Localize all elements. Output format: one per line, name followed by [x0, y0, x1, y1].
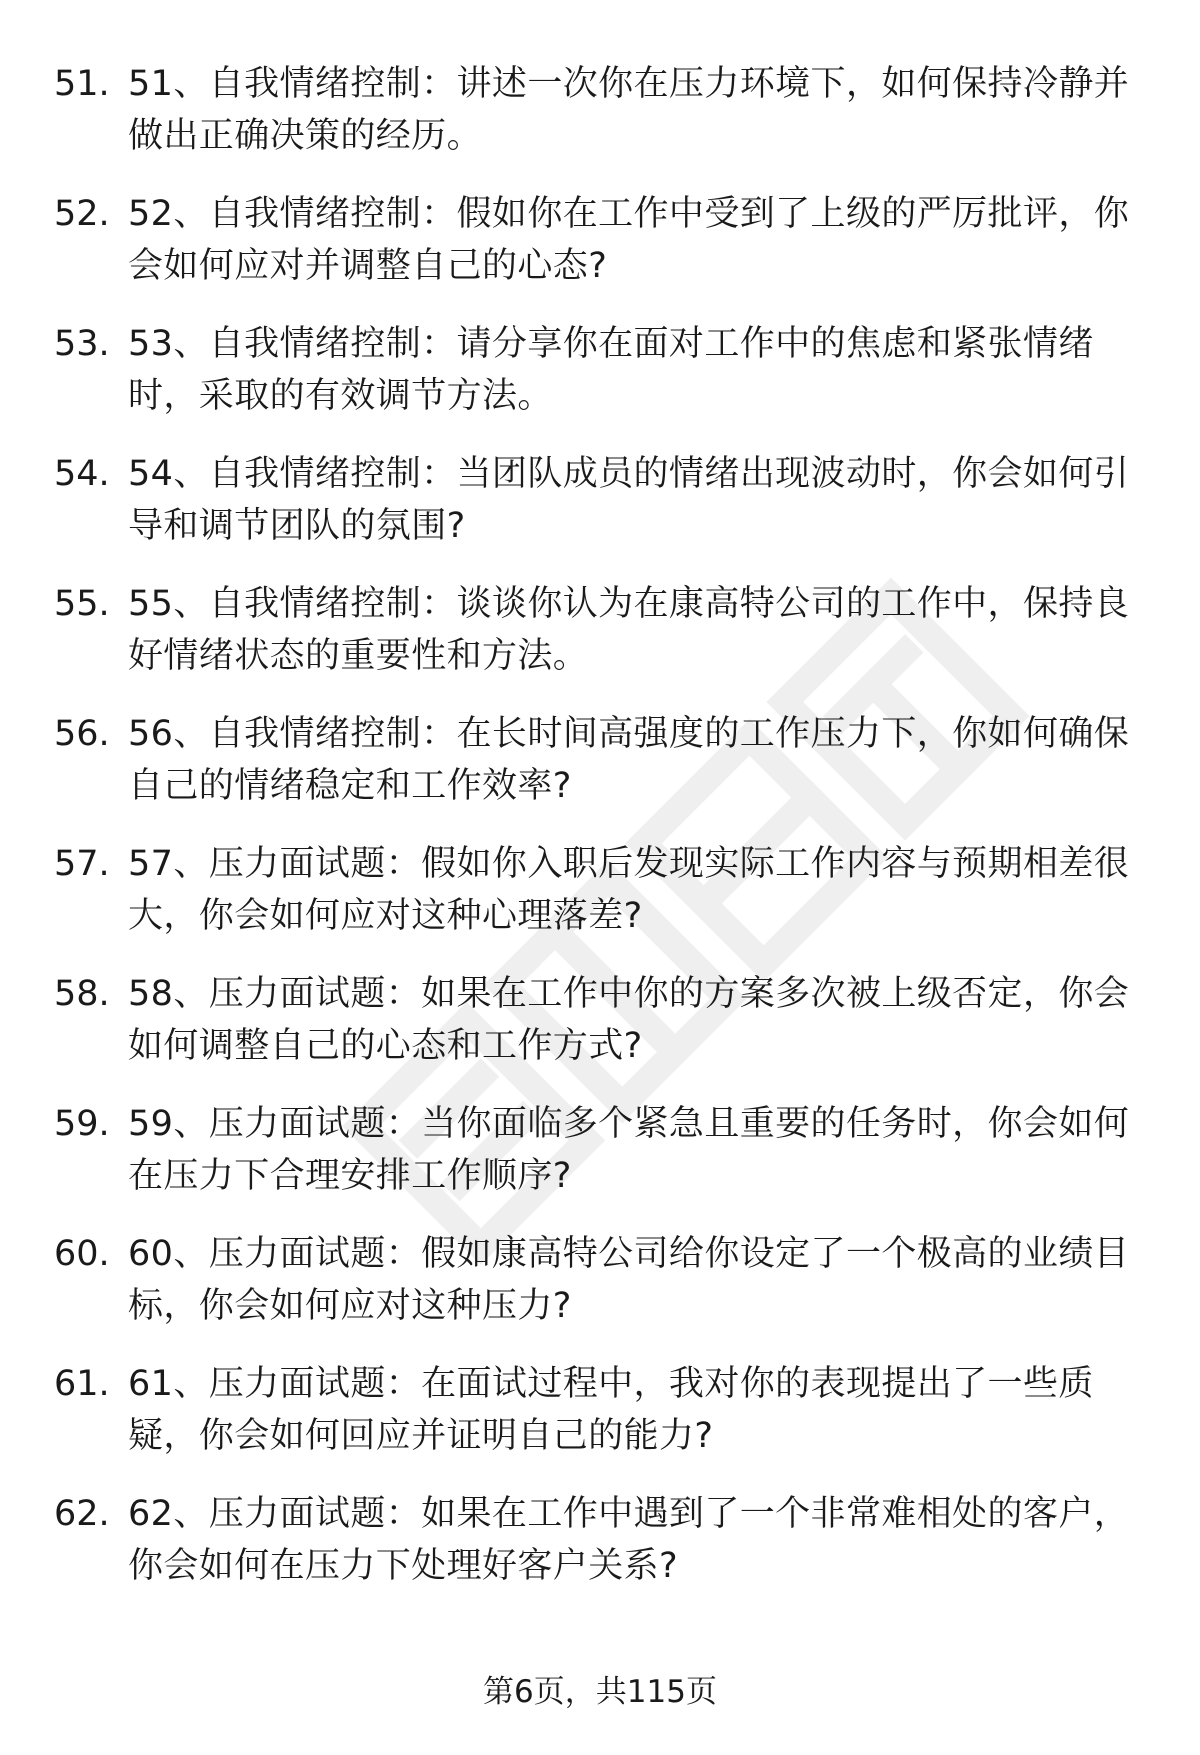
list-item — [0, 838, 1200, 968]
question-number: 58. — [54, 974, 110, 1014]
list-item — [0, 318, 1200, 448]
list-item — [0, 1228, 1200, 1358]
question-text: 55、自我情绪控制：谈谈你认为在康高特公司的工作中，保持良好情绪状态的重要性和方法。 — [128, 584, 1130, 676]
question-text: 58、压力面试题：如果在工作中你的方案多次被上级否定，你会如何调整自己的心态和工作方式? — [128, 974, 1130, 1066]
list-item — [0, 448, 1200, 578]
list-item — [0, 1488, 1200, 1618]
question-list — [0, 58, 1200, 1618]
page-number: 第6页，共115页 — [483, 1674, 717, 1710]
question-text: 54、自我情绪控制：当团队成员的情绪出现波动时，你会如何引导和调节团队的氛围? — [128, 454, 1130, 546]
question-number: 52. — [54, 194, 110, 234]
question-number: 57. — [54, 844, 110, 884]
list-item — [0, 188, 1200, 318]
list-item — [0, 708, 1200, 838]
question-text: 57、压力面试题：假如你入职后发现实际工作内容与预期相差很大，你会如何应对这种心理落差? — [128, 844, 1130, 936]
list-item — [0, 578, 1200, 708]
list-item — [0, 58, 1200, 188]
question-number: 60. — [54, 1234, 110, 1274]
question-number: 62. — [54, 1494, 110, 1534]
question-text: 61、压力面试题：在面试过程中，我对你的表现提出了一些质疑，你会如何回应并证明自己的能力? — [128, 1364, 1094, 1456]
question-number: 59. — [54, 1104, 110, 1144]
list-item — [0, 968, 1200, 1098]
question-text: 56、自我情绪控制：在长时间高强度的工作压力下，你如何确保自己的情绪稳定和工作效率? — [128, 714, 1130, 806]
question-text: 53、自我情绪控制：请分享你在面对工作中的焦虑和紧张情绪时，采取的有效调节方法。 — [128, 324, 1094, 416]
question-number: 53. — [54, 324, 110, 364]
question-text: 62、压力面试题：如果在工作中遇到了一个非常难相处的客户，你会如何在压力下处理好客户关系? — [128, 1494, 1130, 1586]
question-number: 56. — [54, 714, 110, 754]
question-text: 52、自我情绪控制：假如你在工作中受到了上级的严厉批评，你会如何应对并调整自己的心态? — [128, 194, 1130, 286]
list-item — [0, 1358, 1200, 1488]
question-text: 51、自我情绪控制：讲述一次你在压力环境下，如何保持冷静并做出正确决策的经历。 — [128, 64, 1130, 156]
list-item — [0, 1098, 1200, 1228]
question-number: 51. — [54, 64, 110, 104]
question-number: 55. — [54, 584, 110, 624]
question-text: 59、压力面试题：当你面临多个紧急且重要的任务时，你会如何在压力下合理安排工作顺序? — [128, 1104, 1130, 1196]
question-number: 54. — [54, 454, 110, 494]
question-number: 61. — [54, 1364, 110, 1404]
question-text: 60、压力面试题：假如康高特公司给你设定了一个极高的业绩目标，你会如何应对这种压力? — [128, 1234, 1130, 1326]
